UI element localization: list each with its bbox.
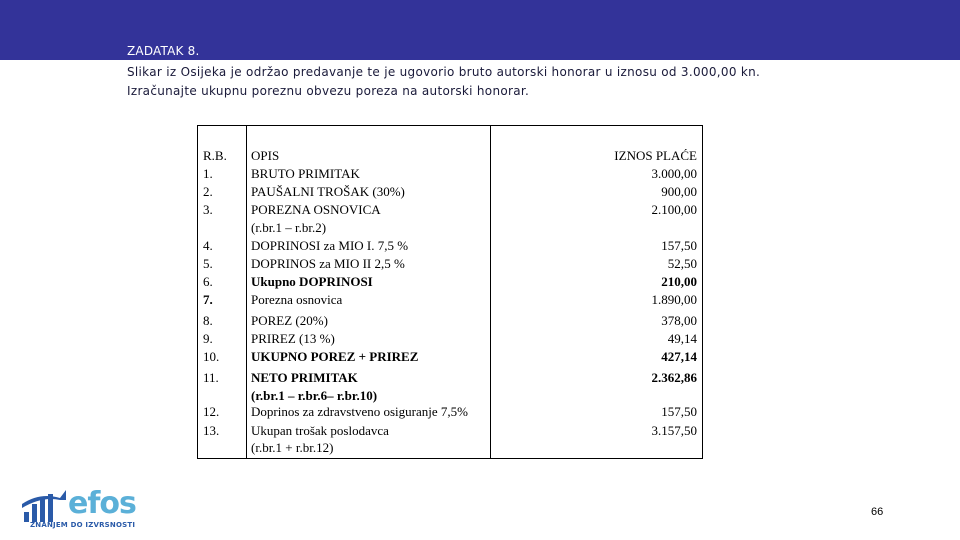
- efos-logo-text: efos: [68, 486, 136, 521]
- row-amount: 157,50: [661, 238, 697, 253]
- row-amount: 3.000,00: [651, 166, 697, 181]
- row-description: POREZ (20%): [251, 313, 328, 328]
- row-amount: 49,14: [667, 331, 697, 346]
- row-amount: 2.362,86: [651, 370, 697, 385]
- row-description: PAUŠALNI TROŠAK (30%): [251, 184, 405, 199]
- row-amount: 1.890,00: [651, 292, 697, 307]
- row-amount: 157,50: [661, 404, 697, 419]
- task-text-line-1: Slikar iz Osijeka je održao predavanje te je ugovorio bruto autorski honorar u iznosu od 3.000,00 kn.: [127, 65, 761, 79]
- row-description: UKUPNO POREZ + PRIREZ: [251, 349, 419, 364]
- row-amount: 427,14: [661, 349, 697, 364]
- row-number: 12.: [203, 404, 220, 419]
- row-number: 10.: [203, 349, 220, 364]
- calculation-table: [197, 125, 703, 459]
- task-title: ZADATAK 8.: [127, 44, 200, 58]
- row-number: 3.: [203, 202, 213, 217]
- header-opis: OPIS: [251, 148, 280, 163]
- row-description: Porezna osnovica: [251, 292, 343, 307]
- row-description-note: (r.br.1 – r.br.2): [251, 220, 327, 235]
- row-description: Doprinos za zdravstveno osiguranje 7,5%: [251, 404, 468, 419]
- row-description: PRIREZ (13 %): [251, 331, 335, 346]
- row-amount: 2.100,00: [651, 202, 697, 217]
- row-amount: 52,50: [667, 256, 697, 271]
- row-number: 5.: [203, 256, 213, 271]
- row-number: 6.: [203, 274, 213, 289]
- row-number: 4.: [203, 238, 213, 253]
- row-number: 8.: [203, 313, 213, 328]
- efos-logo-tagline: ZNANJEM DO IZVRSNOSTI: [30, 521, 136, 529]
- page-number: 66: [871, 506, 884, 518]
- column-divider: [490, 126, 491, 458]
- row-description: NETO PRIMITAK: [251, 370, 358, 385]
- row-description: DOPRINOSI za MIO I. 7,5 %: [251, 238, 409, 253]
- row-number: 11.: [203, 370, 219, 385]
- row-description: POREZNA OSNOVICA: [251, 202, 381, 217]
- row-number: 2.: [203, 184, 213, 199]
- row-number: 13.: [203, 423, 220, 438]
- row-description: Ukupno DOPRINOSI: [251, 274, 373, 289]
- header-rb: R.B.: [203, 148, 227, 163]
- row-number: 9.: [203, 331, 213, 346]
- row-description-note: (r.br.1 – r.br.6– r.br.10): [251, 388, 378, 403]
- row-amount: 378,00: [661, 313, 697, 328]
- task-text-line-2: Izračunajte ukupnu poreznu obvezu poreza na autorski honorar.: [127, 84, 530, 98]
- row-amount: 3.157,50: [651, 423, 697, 438]
- column-divider: [246, 126, 247, 458]
- row-amount: 210,00: [661, 274, 697, 289]
- header-iznos: IZNOS PLAĆE: [614, 148, 697, 163]
- row-number: 7.: [203, 292, 213, 307]
- row-description: DOPRINOS za MIO II 2,5 %: [251, 256, 405, 271]
- row-description: BRUTO PRIMITAK: [251, 166, 360, 181]
- row-amount: 900,00: [661, 184, 697, 199]
- row-number: 1.: [203, 166, 213, 181]
- row-description-note: (r.br.1 + r.br.12): [251, 440, 334, 455]
- row-description: Ukupan trošak poslodavca: [251, 423, 389, 438]
